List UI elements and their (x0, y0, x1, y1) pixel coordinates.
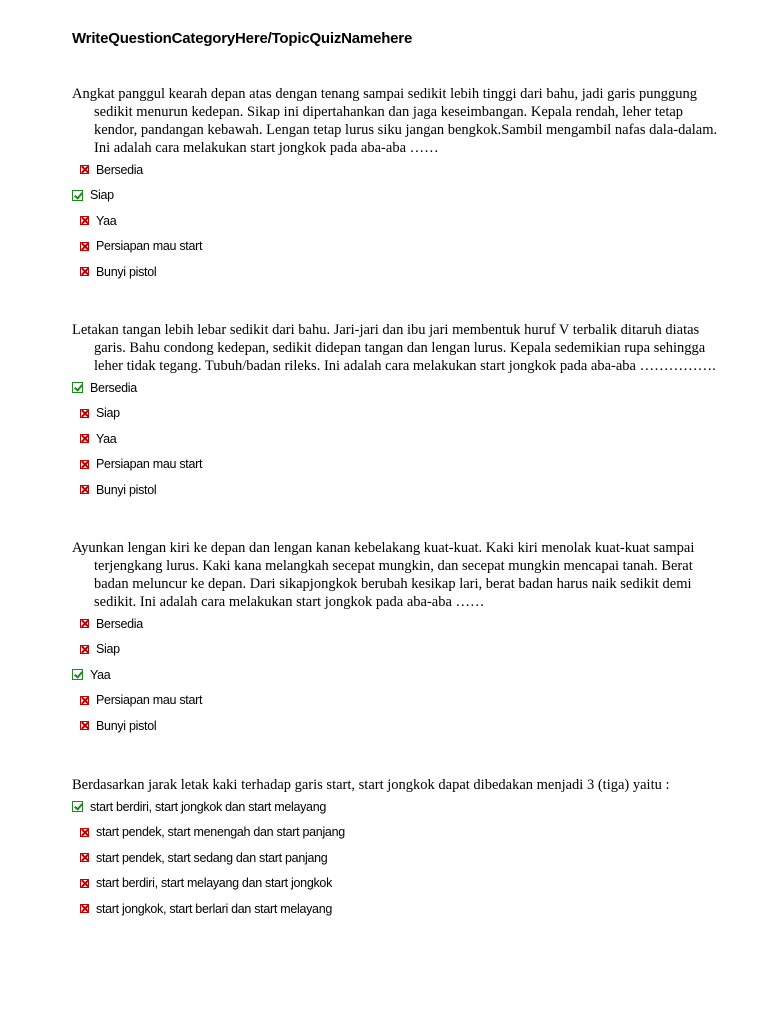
question-text: Berdasarkan jarak letak kaki terhadap garis start, start jongkok dapat dibedakan menjadi 3 (tiga) yaitu : (72, 777, 670, 793)
red-x-icon (80, 409, 89, 418)
answer-option[interactable] (72, 794, 722, 820)
answer-option[interactable] (72, 183, 722, 209)
answer-option[interactable] (72, 259, 722, 285)
option-label: Yaa (90, 667, 111, 682)
option-label: start pendek, start menengah dan start panjang (96, 825, 345, 840)
question-text: Angkat panggul kearah depan atas dengan tenang sampai sedikit lebih tinggi dari bahu, jadi garis punggung sedikit menurun kedepan. Sikap ini dipertahankan dan jaga keseimbangan. Kepala rendah, leher tetap kendor, pandangan kebawah. Lengan tetap lurus siku jangan bengkok.Sambil mengambil nafas dala-dalam. Ini adalah cara melakukan start jongkok pada aba-aba …… (72, 86, 718, 156)
page-title: WriteQuestionCategoryHere/TopicQuizNamehere (72, 30, 413, 47)
green-checkbox-icon (72, 190, 83, 201)
answer-option[interactable] (72, 426, 722, 452)
option-label: Yaa (96, 213, 117, 228)
answer-option[interactable] (72, 845, 722, 871)
question-2 (72, 321, 722, 503)
option-label: Bersedia (96, 162, 143, 177)
answer-option[interactable] (72, 401, 722, 427)
option-label: Persiapan mau start (96, 693, 203, 708)
question-1 (72, 85, 722, 285)
answer-option[interactable] (72, 375, 722, 401)
red-x-icon (80, 828, 89, 837)
answer-option[interactable] (72, 208, 722, 234)
question-text: Letakan tangan lebih lebar sedikit dari bahu. Jari-jari dan ibu jari membentuk huruf V terbalik ditaruh diatas garis. Bahu condong kedepan, sedikit didepan tangan dan lengan lurus. Kepala sedemikian rupa sehingga leher tidak tegang. Tubuh/badan rileks. Ini adalah cara melakukan start jongkok pada aba-aba ……………. (72, 322, 716, 374)
option-label: start berdiri, start melayang dan start jongkok (96, 876, 333, 891)
answer-option[interactable] (72, 713, 722, 739)
answer-option[interactable] (72, 452, 722, 478)
red-x-icon (80, 879, 89, 888)
option-label: Bersedia (90, 380, 137, 395)
red-x-icon (80, 721, 89, 730)
red-x-icon (80, 619, 89, 628)
option-label: Persiapan mau start (96, 457, 203, 472)
answer-option[interactable] (72, 611, 722, 637)
answer-options (72, 794, 722, 922)
red-x-icon (80, 434, 89, 443)
option-label: Siap (96, 406, 120, 421)
green-checkbox-icon (72, 669, 83, 680)
green-checkbox-icon (72, 801, 83, 812)
question-text: Ayunkan lengan kiri ke depan dan lengan kanan kebelakang kuat-kuat. Kaki kiri menolak kuat-kuat sampai terjengkang lurus. Kaki kana melangkah secepat mungkin, dan secepat mungkin mencapai tanah. Berat badan meluncur ke depan. Dari sikapjongkok berubah kesikap lari, berat badan harus naik sedikit demi sedikit. Ini adalah cara melakukan start jongkok pada aba-aba …… (72, 540, 695, 610)
answer-option[interactable] (72, 662, 722, 688)
option-label: Siap (96, 642, 120, 657)
option-label: start jongkok, start berlari dan start melayang (96, 901, 333, 916)
question-3 (72, 539, 722, 739)
answer-option[interactable] (72, 896, 722, 922)
answer-options (72, 611, 722, 739)
red-x-icon (80, 242, 89, 251)
answer-options (72, 157, 722, 285)
red-x-icon (80, 696, 89, 705)
red-x-icon (80, 267, 89, 276)
red-x-icon (80, 904, 89, 913)
green-checkbox-icon (72, 382, 83, 393)
red-x-icon (80, 485, 89, 494)
answer-option[interactable] (72, 688, 722, 714)
red-x-icon (80, 460, 89, 469)
answer-option[interactable] (72, 820, 722, 846)
answer-option[interactable] (72, 234, 722, 260)
red-x-icon (80, 645, 89, 654)
question-4 (72, 776, 722, 922)
answer-options (72, 375, 722, 503)
option-label: Bersedia (96, 616, 143, 631)
red-x-icon (80, 216, 89, 225)
option-label: Siap (90, 188, 114, 203)
answer-option[interactable] (72, 157, 722, 183)
option-label: Bunyi pistol (96, 264, 157, 279)
red-x-icon (80, 853, 89, 862)
option-label: Bunyi pistol (96, 718, 157, 733)
option-label: start berdiri, start jongkok dan start melayang (90, 799, 327, 814)
option-label: Yaa (96, 431, 117, 446)
option-label: Persiapan mau start (96, 239, 203, 254)
answer-option[interactable] (72, 637, 722, 663)
answer-option[interactable] (72, 871, 722, 897)
answer-option[interactable] (72, 477, 722, 503)
option-label: start pendek, start sedang dan start panjang (96, 850, 328, 865)
option-label: Bunyi pistol (96, 482, 157, 497)
red-x-icon (80, 165, 89, 174)
